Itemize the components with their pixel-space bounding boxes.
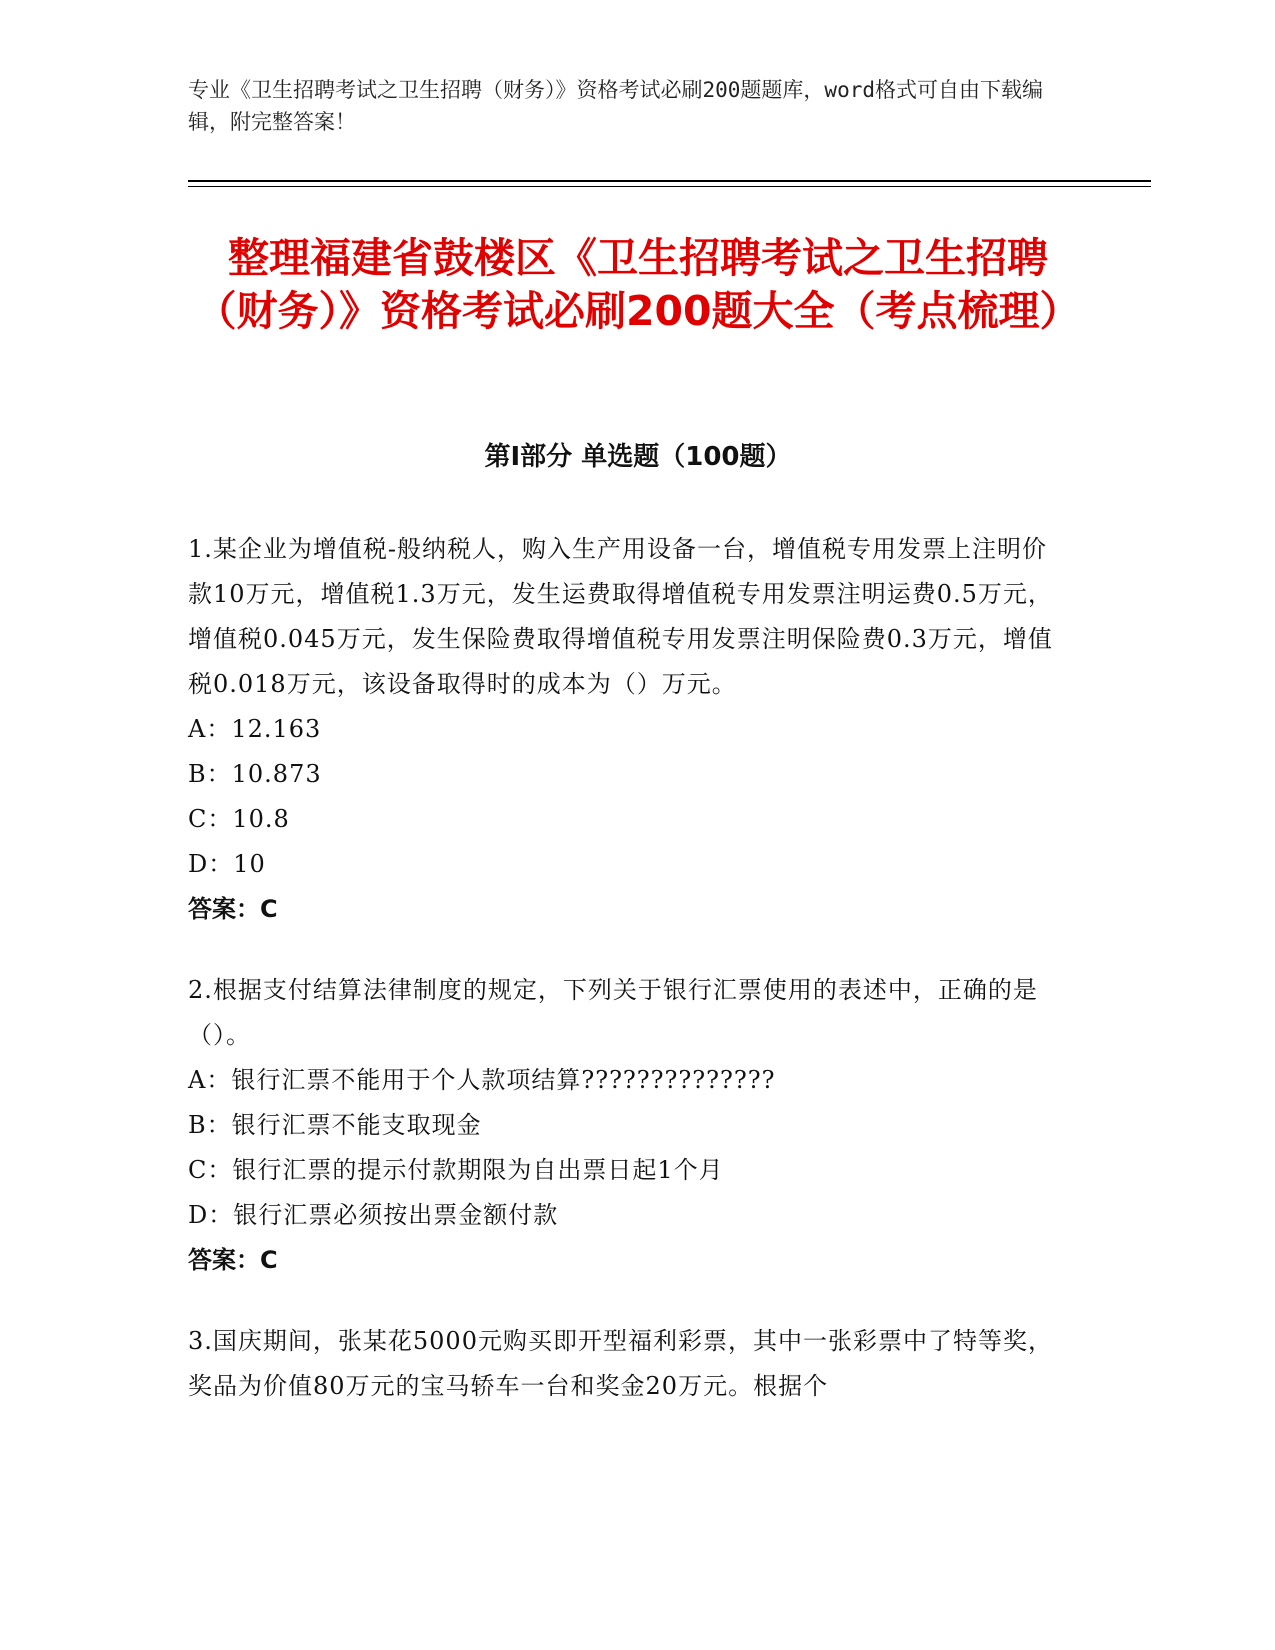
option-b: B：10.873: [188, 760, 322, 788]
header-divider-thick: [188, 180, 1151, 182]
option-a: A：银行汇票不能用于个人款项结算??????????????: [188, 1066, 776, 1094]
question-1: [188, 527, 1068, 932]
question-stem: 1.某企业为增值税-般纳税人，购入生产用设备一台，增值税专用发票上注明价款10万元，增值税1.3万元，发生运费取得增值税专用发票注明运费0.5万元，增值税0.045万元，发生保险费取得增值税专用发票注明保险费0.3万元，增值税0.018万元，该设备取得时的成本为（）万元。: [188, 535, 1053, 698]
option-d: D：10: [188, 850, 266, 878]
question-list: [188, 527, 1068, 1445]
question-3: [188, 1319, 1068, 1409]
option-d: D：银行汇票必须按出票金额付款: [188, 1201, 559, 1229]
question-2: [188, 968, 1068, 1283]
option-a: A：12.163: [188, 715, 322, 743]
option-b: B：银行汇票不能支取现金: [188, 1111, 482, 1139]
answer: 答案：C: [188, 1246, 278, 1274]
section-heading: 第Ⅰ部分 单选题（100题）: [484, 442, 792, 472]
question-stem: 3.国庆期间，张某花5000元购买即开型福利彩票，其中一张彩票中了特等奖，奖品为价值80万元的宝马轿车一台和奖金20万元。根据个: [188, 1327, 1053, 1400]
question-stem: 2.根据支付结算法律制度的规定，下列关于银行汇票使用的表述中，正确的是（）。: [188, 976, 1038, 1049]
header-divider-thin: [188, 186, 1151, 187]
header-note: 专业《卫生招聘考试之卫生招聘（财务）》资格考试必刷200题题库，word格式可自由下载编辑，附完整答案！: [188, 78, 1043, 134]
option-c: C：10.8: [188, 805, 290, 833]
document-title: 整理福建省鼓楼区《卫生招聘考试之卫生招聘（财务）》资格考试必刷200题大全（考点梳理）: [195, 234, 1081, 335]
option-c: C：银行汇票的提示付款期限为自出票日起1个月: [188, 1156, 724, 1184]
answer: 答案：C: [188, 895, 278, 923]
